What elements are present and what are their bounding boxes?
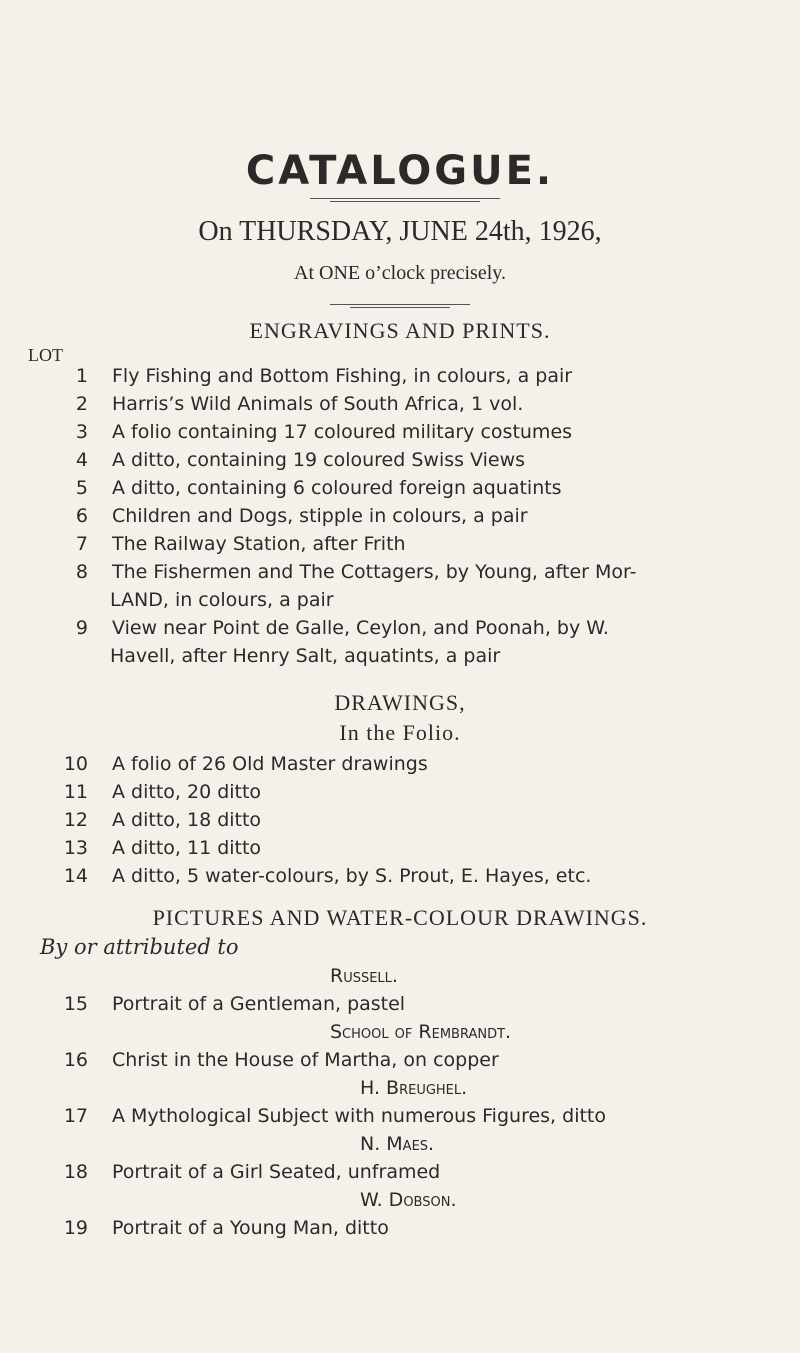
lot-description: A ditto, containing 19 coloured Swiss Views <box>112 449 526 471</box>
lot-item <box>40 365 572 387</box>
sale-date: On THURSDAY, JUNE 24th, 1926, <box>198 216 602 247</box>
lot-item <box>40 809 261 831</box>
lot-number: 14 <box>63 865 88 887</box>
lot-description: View near Point de Galle, Ceylon, and Poonah, by W. <box>112 617 609 639</box>
artist-attribution: H. Breughel. <box>360 1077 468 1099</box>
lot-description: Children and Dogs, stipple in colours, a pair <box>112 505 528 527</box>
lot-number: 5 <box>75 477 88 499</box>
lot-item <box>40 561 636 583</box>
sale-time: At ONE o’clock precisely. <box>294 262 506 284</box>
attribution-intro: By or attributed to <box>40 935 239 959</box>
artist-attribution: N. Maes. <box>360 1133 435 1155</box>
lot-number: 7 <box>75 533 88 555</box>
lot-item <box>40 477 562 499</box>
lot-item <box>40 1217 389 1239</box>
lot-number: 8 <box>75 561 88 583</box>
lot-continuation: Havell, after Henry Salt, aquatints, a pair <box>110 645 501 667</box>
divider <box>310 198 500 199</box>
lot-number: 9 <box>75 617 88 639</box>
lot-description: Portrait of a Gentleman, pastel <box>112 993 406 1015</box>
lot-number: 3 <box>75 421 88 443</box>
lot-number: 16 <box>63 1049 88 1071</box>
lot-description: A ditto, 18 ditto <box>112 809 262 831</box>
lot-description: A Mythological Subject with numerous Figures, ditto <box>112 1105 606 1127</box>
lot-item <box>40 993 405 1015</box>
lot-description: A ditto, 11 ditto <box>112 837 262 859</box>
lot-description: Fly Fishing and Bottom Fishing, in colours, a pair <box>112 365 573 387</box>
lot-item <box>40 505 528 527</box>
artist-attribution: Russell. <box>330 965 398 987</box>
section-heading-engravings: ENGRAVINGS AND PRINTS. <box>249 318 551 343</box>
lot-description: Portrait of a Girl Seated, unframed <box>112 1161 441 1183</box>
lot-description: Harris’s Wild Animals of South Africa, 1 vol. <box>112 393 524 415</box>
lot-number: 15 <box>63 993 88 1015</box>
lot-number: 6 <box>75 505 88 527</box>
lot-description: Portrait of a Young Man, ditto <box>112 1217 389 1239</box>
lot-description: Christ in the House of Martha, on copper <box>112 1049 499 1071</box>
section-subheading: In the Folio. <box>339 720 461 745</box>
catalogue-title: CATALOGUE. <box>245 148 555 194</box>
section-heading-drawings: DRAWINGS, <box>334 690 466 715</box>
lot-number: 10 <box>63 753 88 775</box>
lot-number: 13 <box>63 837 88 859</box>
divider <box>330 304 470 305</box>
lot-item <box>40 837 261 859</box>
lot-continuation: LAND, in colours, a pair <box>110 589 334 611</box>
lot-description: A folio of 26 Old Master drawings <box>112 753 428 775</box>
lot-number: 18 <box>63 1161 88 1183</box>
lot-item <box>40 533 406 555</box>
lot-description: A ditto, 5 water-colours, by S. Prout, E. Hayes, etc. <box>112 865 592 887</box>
section-heading-pictures: PICTURES AND WATER-COLOUR DRAWINGS. <box>152 905 648 930</box>
lot-description: A ditto, 20 ditto <box>112 781 262 803</box>
lot-description: The Railway Station, after Frith <box>112 533 406 555</box>
lot-description: The Fishermen and The Cottagers, by Young, after Mor- <box>112 561 637 583</box>
divider <box>330 201 480 202</box>
lot-description: A folio containing 17 coloured military costumes <box>112 421 573 443</box>
lot-number: 2 <box>75 393 88 415</box>
lot-number: 11 <box>63 781 88 803</box>
artist-attribution: W. Dobson. <box>360 1189 457 1211</box>
lot-number: 1 <box>75 365 88 387</box>
lot-number: 17 <box>63 1105 88 1127</box>
lot-item <box>40 865 591 887</box>
lot-item <box>40 1049 499 1071</box>
lot-item <box>40 781 261 803</box>
lot-item <box>40 421 572 443</box>
lot-item <box>40 753 428 775</box>
lot-column-label: LOT <box>28 345 63 365</box>
lot-number: 12 <box>63 809 88 831</box>
lot-item <box>40 1105 606 1127</box>
lot-number: 4 <box>75 449 88 471</box>
lot-number: 19 <box>63 1217 88 1239</box>
lot-item <box>40 1161 440 1183</box>
lot-item <box>40 617 609 639</box>
artist-attribution: School of Rembrandt. <box>330 1021 512 1043</box>
divider <box>350 307 450 308</box>
lot-item <box>40 449 525 471</box>
lot-item <box>40 393 523 415</box>
lot-description: A ditto, containing 6 coloured foreign aquatints <box>112 477 562 499</box>
